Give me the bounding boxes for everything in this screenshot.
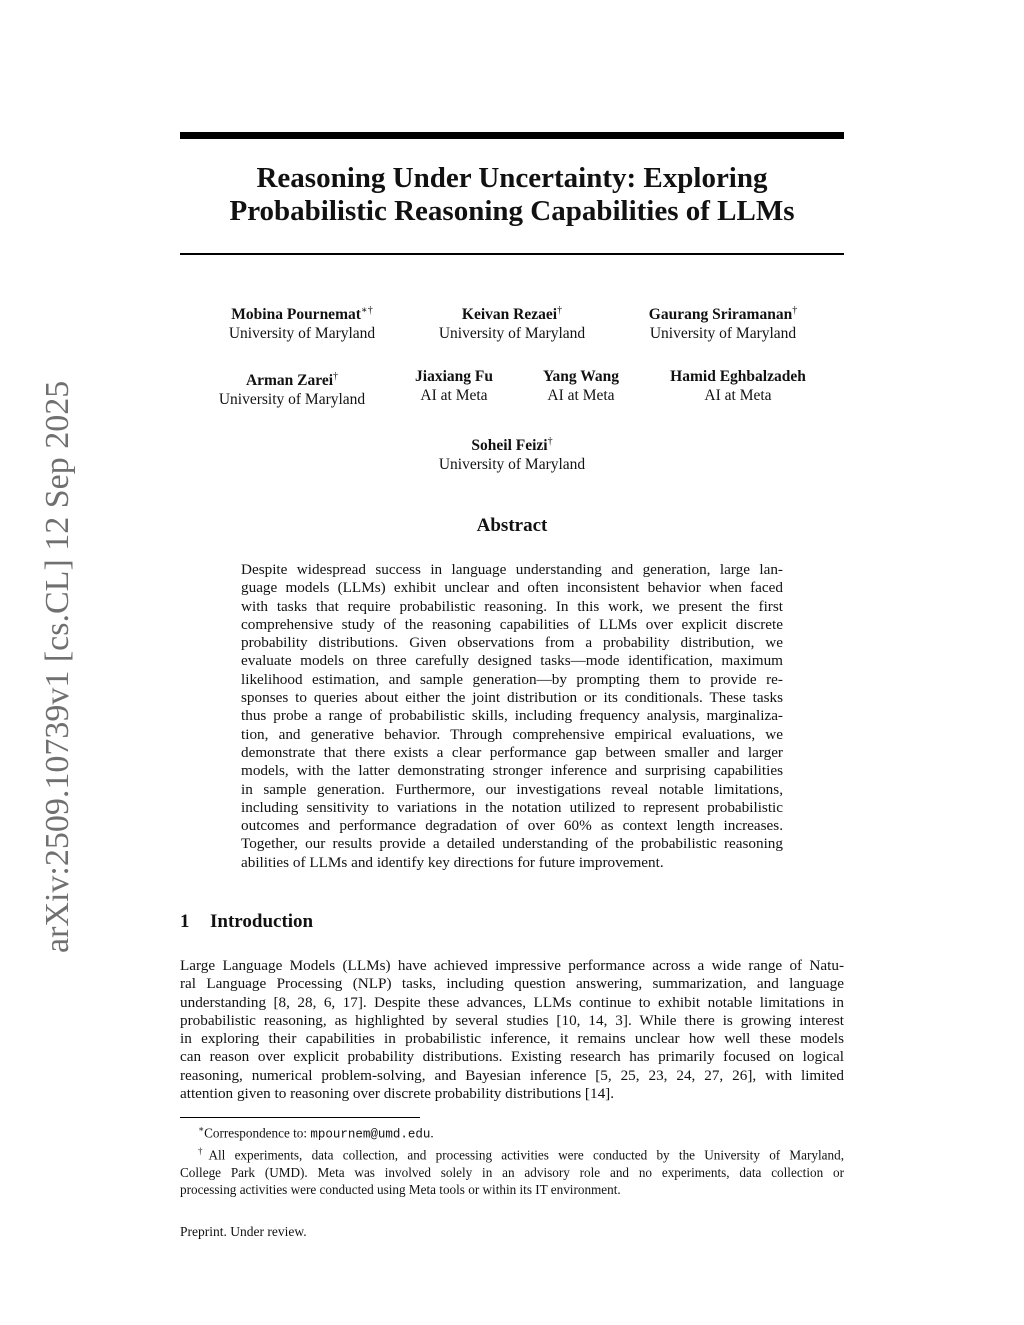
author-mark: † — [792, 305, 798, 316]
correspondence-email[interactable]: mpournem@umd.edu — [310, 1127, 431, 1142]
abstract-line: evaluate models on three carefully designed tasks—mode identification, maximum — [241, 652, 783, 670]
intro-line: can reason over explicit probability distributions. Existing research has primarily focused on logical — [180, 1048, 844, 1066]
arxiv-sidebar-stamp: arXiv:2509.10739v1 [cs.CL] 12 Sep 2025 — [39, 380, 76, 953]
abstract-line: Despite widespread success in language understanding and generation, large lan- — [241, 561, 783, 578]
author-block — [432, 432, 592, 474]
abstract-line: probability distributions. Given observations from a probability distribution, we — [241, 634, 783, 652]
paper-title — [180, 162, 844, 228]
section-heading — [180, 911, 313, 933]
footnotes — [180, 1121, 844, 1198]
abstract-line: guage models (LLMs) exhibit unclear and often inconsistent behavior when faced — [241, 579, 783, 597]
abstract-line: Together, our results provide a detailed understanding of the probabilistic reasoning — [241, 835, 783, 853]
intro-line: Large Language Models (LLMs) have achieved impressive performance across a wide range of Natu- — [180, 957, 844, 974]
intro-line: attention given to reasoning over discrete probability distributions [14]. — [180, 1085, 615, 1103]
abstract-line: thus probe a range of probabilistic skills, including frequency analysis, marginaliza- — [241, 707, 783, 725]
abstract-line: demonstrate that there exists a clear performance gap between smaller and larger — [241, 743, 783, 761]
author-name: Yang Wang — [543, 368, 619, 385]
introduction-body — [180, 957, 844, 1103]
author-name: Hamid Eghbalzadeh — [670, 368, 806, 385]
author-block — [432, 301, 592, 343]
abstract-line: including sensitivity to variations in the notation utilized to represent probabilistic — [241, 798, 783, 816]
intro-line: reasoning, numerical problem-solving, and Bayesian inference [5, 25, 23, 24, 27, 26], with limited — [180, 1066, 844, 1084]
author-block — [641, 301, 805, 343]
author-affiliation: AI at Meta — [547, 387, 615, 404]
author-affiliation: University of Maryland — [218, 391, 366, 409]
abstract-line: abilities of LLMs and identify key directions for future improvement. — [241, 853, 664, 871]
author-block — [222, 301, 382, 343]
abstract-line: likelihood estimation, and sample generation—by prompting them to provide re- — [241, 670, 783, 688]
footnote-correspondence: ∗Correspondence to: mpournem@umd.edu. — [198, 1124, 434, 1142]
author-mark: † — [557, 305, 563, 316]
paper-title-line-1: Reasoning Under Uncertainty: Exploring — [256, 162, 768, 194]
abstract-body — [241, 561, 783, 872]
section-number: 1 — [180, 911, 190, 932]
author-affiliation: University of Maryland — [438, 325, 586, 343]
author-mark: ∗† — [360, 305, 373, 316]
author-name: Arman Zarei — [245, 372, 334, 390]
abstract-line: models, with the latter demonstrating stronger inference and surprising capabilities — [241, 762, 783, 780]
footnote-line: College Park (UMD). Meta was involved solely in an advisory role and no experiments, data collection or — [180, 1164, 844, 1180]
footnote-line: †All experiments, data collection, and processing activities were conducted by the University of Maryland, — [198, 1146, 845, 1163]
author-mark: † — [547, 436, 553, 447]
preprint-status: Preprint. Under review. — [180, 1224, 307, 1239]
abstract-line: comprehensive study of the reasoning capabilities of LLMs over explicit discrete — [241, 615, 783, 633]
author-block — [658, 367, 818, 405]
author-affiliation: AI at Meta — [704, 387, 772, 404]
intro-line: understanding [8, 28, 6, 17]. Despite these advances, LLMs continue to exhibit notable limitations in — [180, 993, 844, 1011]
author-block — [212, 367, 372, 409]
author-block — [531, 367, 631, 405]
author-name: Keivan Rezaei — [461, 306, 558, 324]
author-name: Mobina Pournemat — [231, 306, 361, 324]
abstract-line: in sample generation. Furthermore, our investigations reveal notable limitations, — [241, 780, 783, 798]
author-name: Gaurang Sriramanan — [648, 306, 793, 324]
footnote-line: processing activities were conducted using Meta tools or within its IT environment. — [180, 1181, 621, 1197]
intro-line: in exploring their capabilities in probabilistic inference, it remains unclear how well these models — [180, 1030, 844, 1048]
abstract-heading: Abstract — [476, 515, 548, 536]
section-title: Introduction — [210, 911, 314, 932]
title-bottom-rule — [180, 253, 844, 255]
author-block — [404, 367, 504, 405]
author-name: Jiaxiang Fu — [415, 368, 493, 385]
intro-line: probabilistic reasoning, as highlighted by several studies [10, 14, 3]. While there is growing interest — [180, 1011, 844, 1029]
abstract-line: with tasks that require probabilistic reasoning. In this work, we present the first — [241, 597, 783, 615]
author-affiliation: University of Maryland — [438, 456, 586, 474]
title-top-rule — [180, 132, 844, 139]
abstract-line: tion, and generative behavior. Through comprehensive empirical evaluations, we — [241, 725, 783, 743]
author-affiliation: AI at Meta — [420, 387, 488, 404]
author-mark: † — [333, 371, 339, 382]
author-affiliation: University of Maryland — [649, 325, 797, 343]
paper-title-line-2: Probabilistic Reasoning Capabilities of LLMs — [229, 195, 795, 227]
author-affiliation: University of Maryland — [228, 325, 376, 343]
abstract-line: sponses to queries about either the joint distribution or its conditionals. These tasks — [241, 689, 783, 707]
intro-line: ral Language Processing (NLP) tasks, including question answering, summarization, and language — [180, 975, 844, 993]
footnote-rule — [180, 1117, 420, 1118]
author-name: Soheil Feizi — [471, 437, 548, 455]
abstract-line: outcomes and performance degradation of over 60% as context length increases. — [241, 817, 783, 835]
